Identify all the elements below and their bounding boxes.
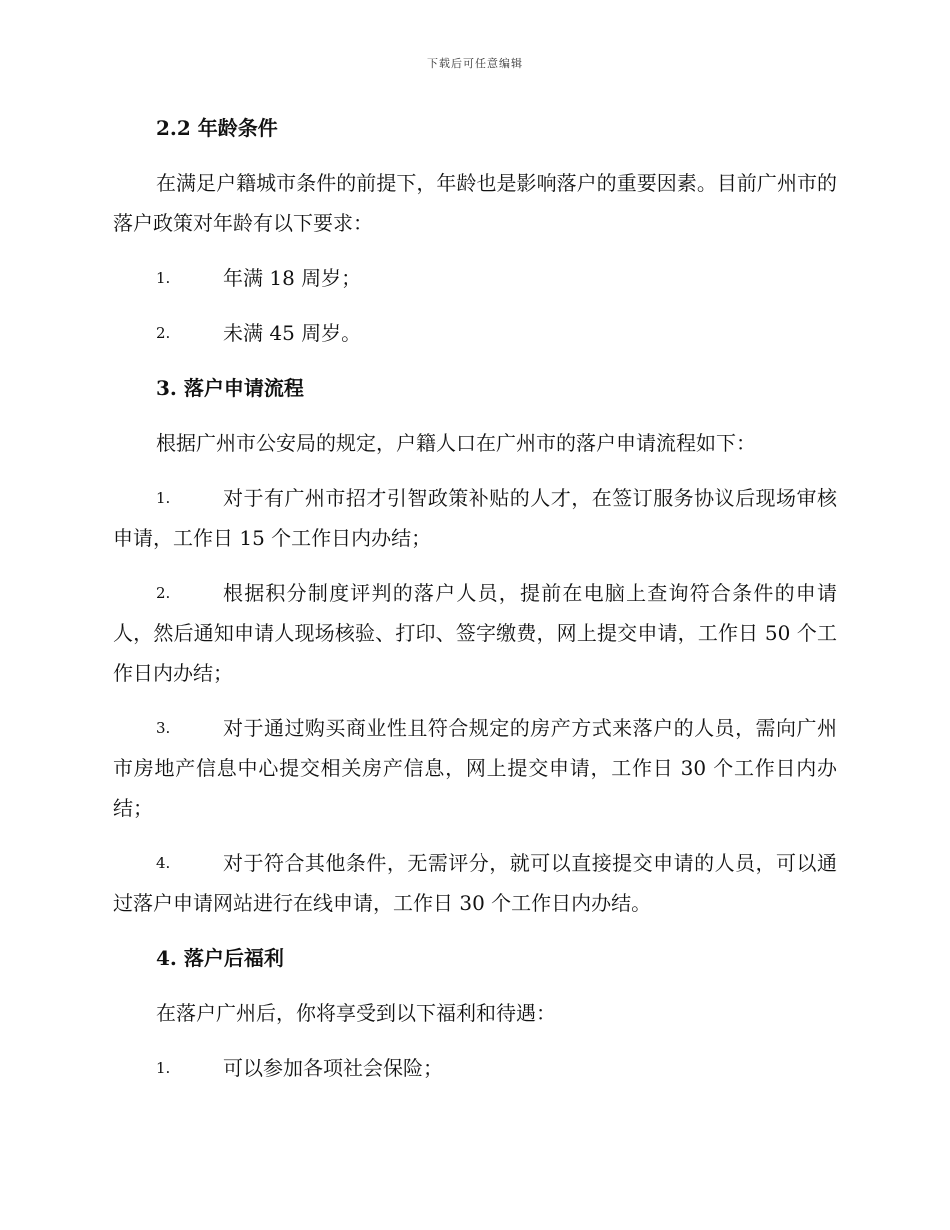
list-item bbox=[113, 708, 837, 828]
section-intro-age: 在满足户籍城市条件的前提下，年龄也是影响落户的重要因素。目前广州市的落户政策对年龄有以下要求： bbox=[113, 171, 837, 235]
list-text: 对于通过购买商业性且符合规定的房产方式来落户的人员，需向广州市房地产信息中心提交相关房产信息，网上提交申请，工作日 30 个工作日内办结； bbox=[113, 716, 837, 820]
list-item bbox=[113, 313, 837, 353]
list-text: 对于符合其他条件，无需评分，就可以直接提交申请的人员，可以通过落户申请网站进行在线申请，工作日 30 个工作日内办结。 bbox=[113, 851, 837, 915]
list-number: 1. bbox=[156, 269, 171, 287]
list-number: 3. bbox=[156, 719, 171, 737]
list-text: 未满 45 周岁。 bbox=[223, 321, 362, 345]
list-item bbox=[113, 843, 837, 923]
section-heading-process: 3. 落户申请流程 bbox=[156, 376, 304, 400]
section-intro-benefits: 在落户广州后，你将享受到以下福利和待遇： bbox=[156, 1001, 556, 1025]
list-text: 根据积分制度评判的落户人员，提前在电脑上查询符合条件的申请人，然后通知申请人现场核验、打印、签字缴费，网上提交申请，工作日 50 个工作日内办结； bbox=[113, 581, 837, 685]
section-heading-age: 2.2 年龄条件 bbox=[156, 116, 278, 140]
list-text: 可以参加各项社会保险； bbox=[223, 1056, 443, 1080]
list-text: 年满 18 周岁； bbox=[223, 266, 362, 290]
list-item bbox=[113, 258, 837, 298]
list-item bbox=[113, 573, 837, 693]
section-intro-process: 根据广州市公安局的规定，户籍人口在广州市的落户申请流程如下： bbox=[156, 431, 756, 455]
section-heading-benefits: 4. 落户后福利 bbox=[156, 946, 284, 970]
list-number: 1. bbox=[156, 489, 171, 507]
list-number: 2. bbox=[156, 324, 171, 342]
list-text: 对于有广州市招才引智政策补贴的人才，在签订服务协议后现场审核申请，工作日 15 个工作日内办结； bbox=[113, 486, 837, 550]
list-item bbox=[113, 1048, 837, 1088]
list-number: 4. bbox=[156, 854, 171, 872]
list-number: 1. bbox=[156, 1059, 171, 1077]
list-item bbox=[113, 478, 837, 558]
header-note: 下载后可任意编辑 bbox=[427, 57, 523, 70]
list-number: 2. bbox=[156, 584, 171, 602]
document-body bbox=[113, 108, 837, 1088]
